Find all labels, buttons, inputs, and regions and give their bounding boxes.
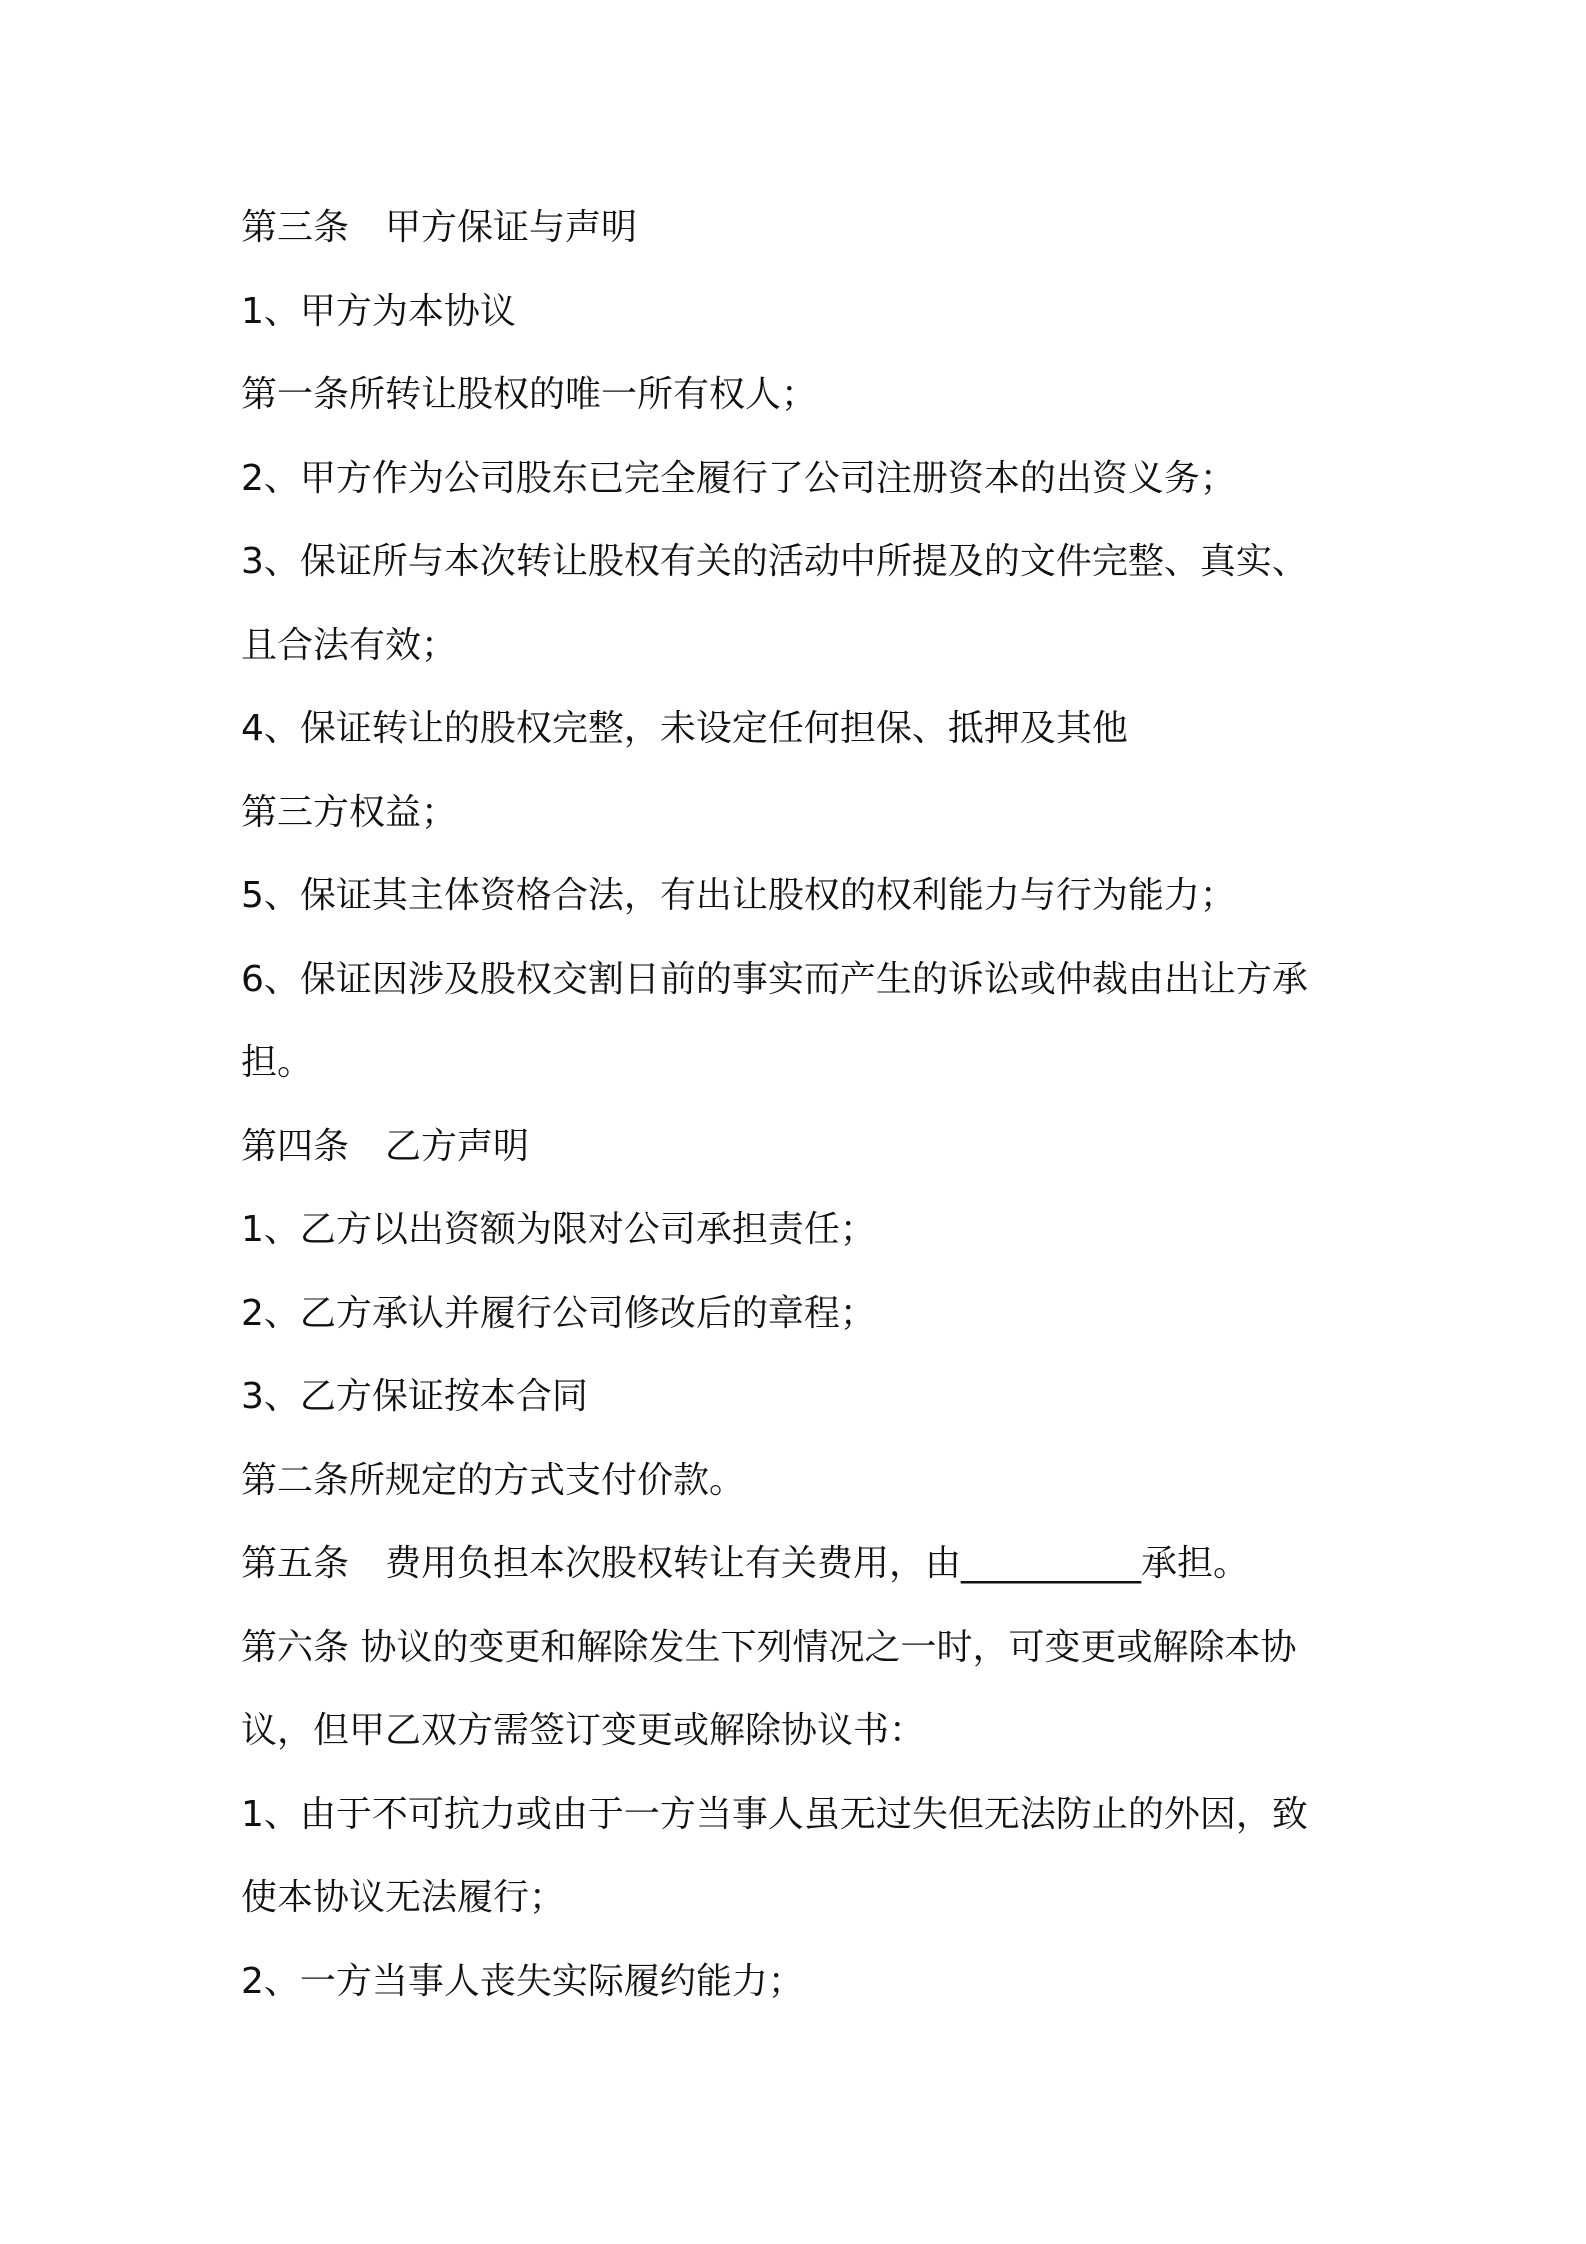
- article-4-item-1: 1、乙方以出资额为限对公司承担责任；: [241, 1209, 876, 1250]
- article-5-text: 第五条 费用负担本次股权转让有关费用，由__________承担。: [241, 1543, 1250, 1584]
- article-3-item-3: 3、保证所与本次转让股权有关的活动中所提及的文件完整、真实、: [241, 541, 1308, 582]
- article-3-item-5: 5、保证其主体资格合法，有出让股权的权利能力与行为能力；: [241, 875, 1236, 916]
- article-6-item-1-cont: 使本协议无法履行；: [241, 1877, 566, 1918]
- article-4-heading: 第四条 乙方声明: [241, 1125, 530, 1167]
- article-3-item-1: 1、甲方为本协议: [241, 290, 516, 332]
- article-3-item-4: 4、保证转让的股权完整，未设定任何担保、抵押及其他: [241, 708, 1128, 749]
- article-3-item-6-cont: 担。: [241, 1042, 314, 1083]
- article-4-item-3: 3、乙方保证按本合同: [241, 1376, 588, 1417]
- article-6-item-1: 1、由于不可抗力或由于一方当事人虽无过失但无法防止的外因，致: [241, 1793, 1308, 1835]
- article-3-item-1-cont: 第一条所转让股权的唯一所有权人；: [241, 374, 818, 415]
- article-4-item-3-cont: 第二条所规定的方式支付价款。: [241, 1459, 746, 1501]
- article-3-item-4-cont: 第三方权益；: [241, 791, 458, 833]
- article-6-heading-cont: 议，但甲乙双方需签订变更或解除协议书：: [241, 1710, 926, 1751]
- document-body: [241, 196, 1381, 2033]
- article-3-item-3-cont: 且合法有效；: [241, 624, 458, 666]
- article-3-heading: 第三条 甲方保证与声明: [241, 207, 638, 248]
- article-6-item-2: 2、一方当事人丧失实际履约能力；: [241, 1960, 804, 2002]
- article-3-item-2: 2、甲方作为公司股东已完全履行了公司注册资本的出资义务；: [241, 457, 1236, 499]
- article-3-item-6: 6、保证因涉及股权交割日前的事实而产生的诉讼或仲裁由出让方承: [241, 958, 1308, 1000]
- article-4-item-2: 2、乙方承认并履行公司修改后的章程；: [241, 1292, 876, 1334]
- article-6-heading: 第六条 协议的变更和解除发生下列情况之一时，可变更或解除本协: [241, 1626, 1297, 1668]
